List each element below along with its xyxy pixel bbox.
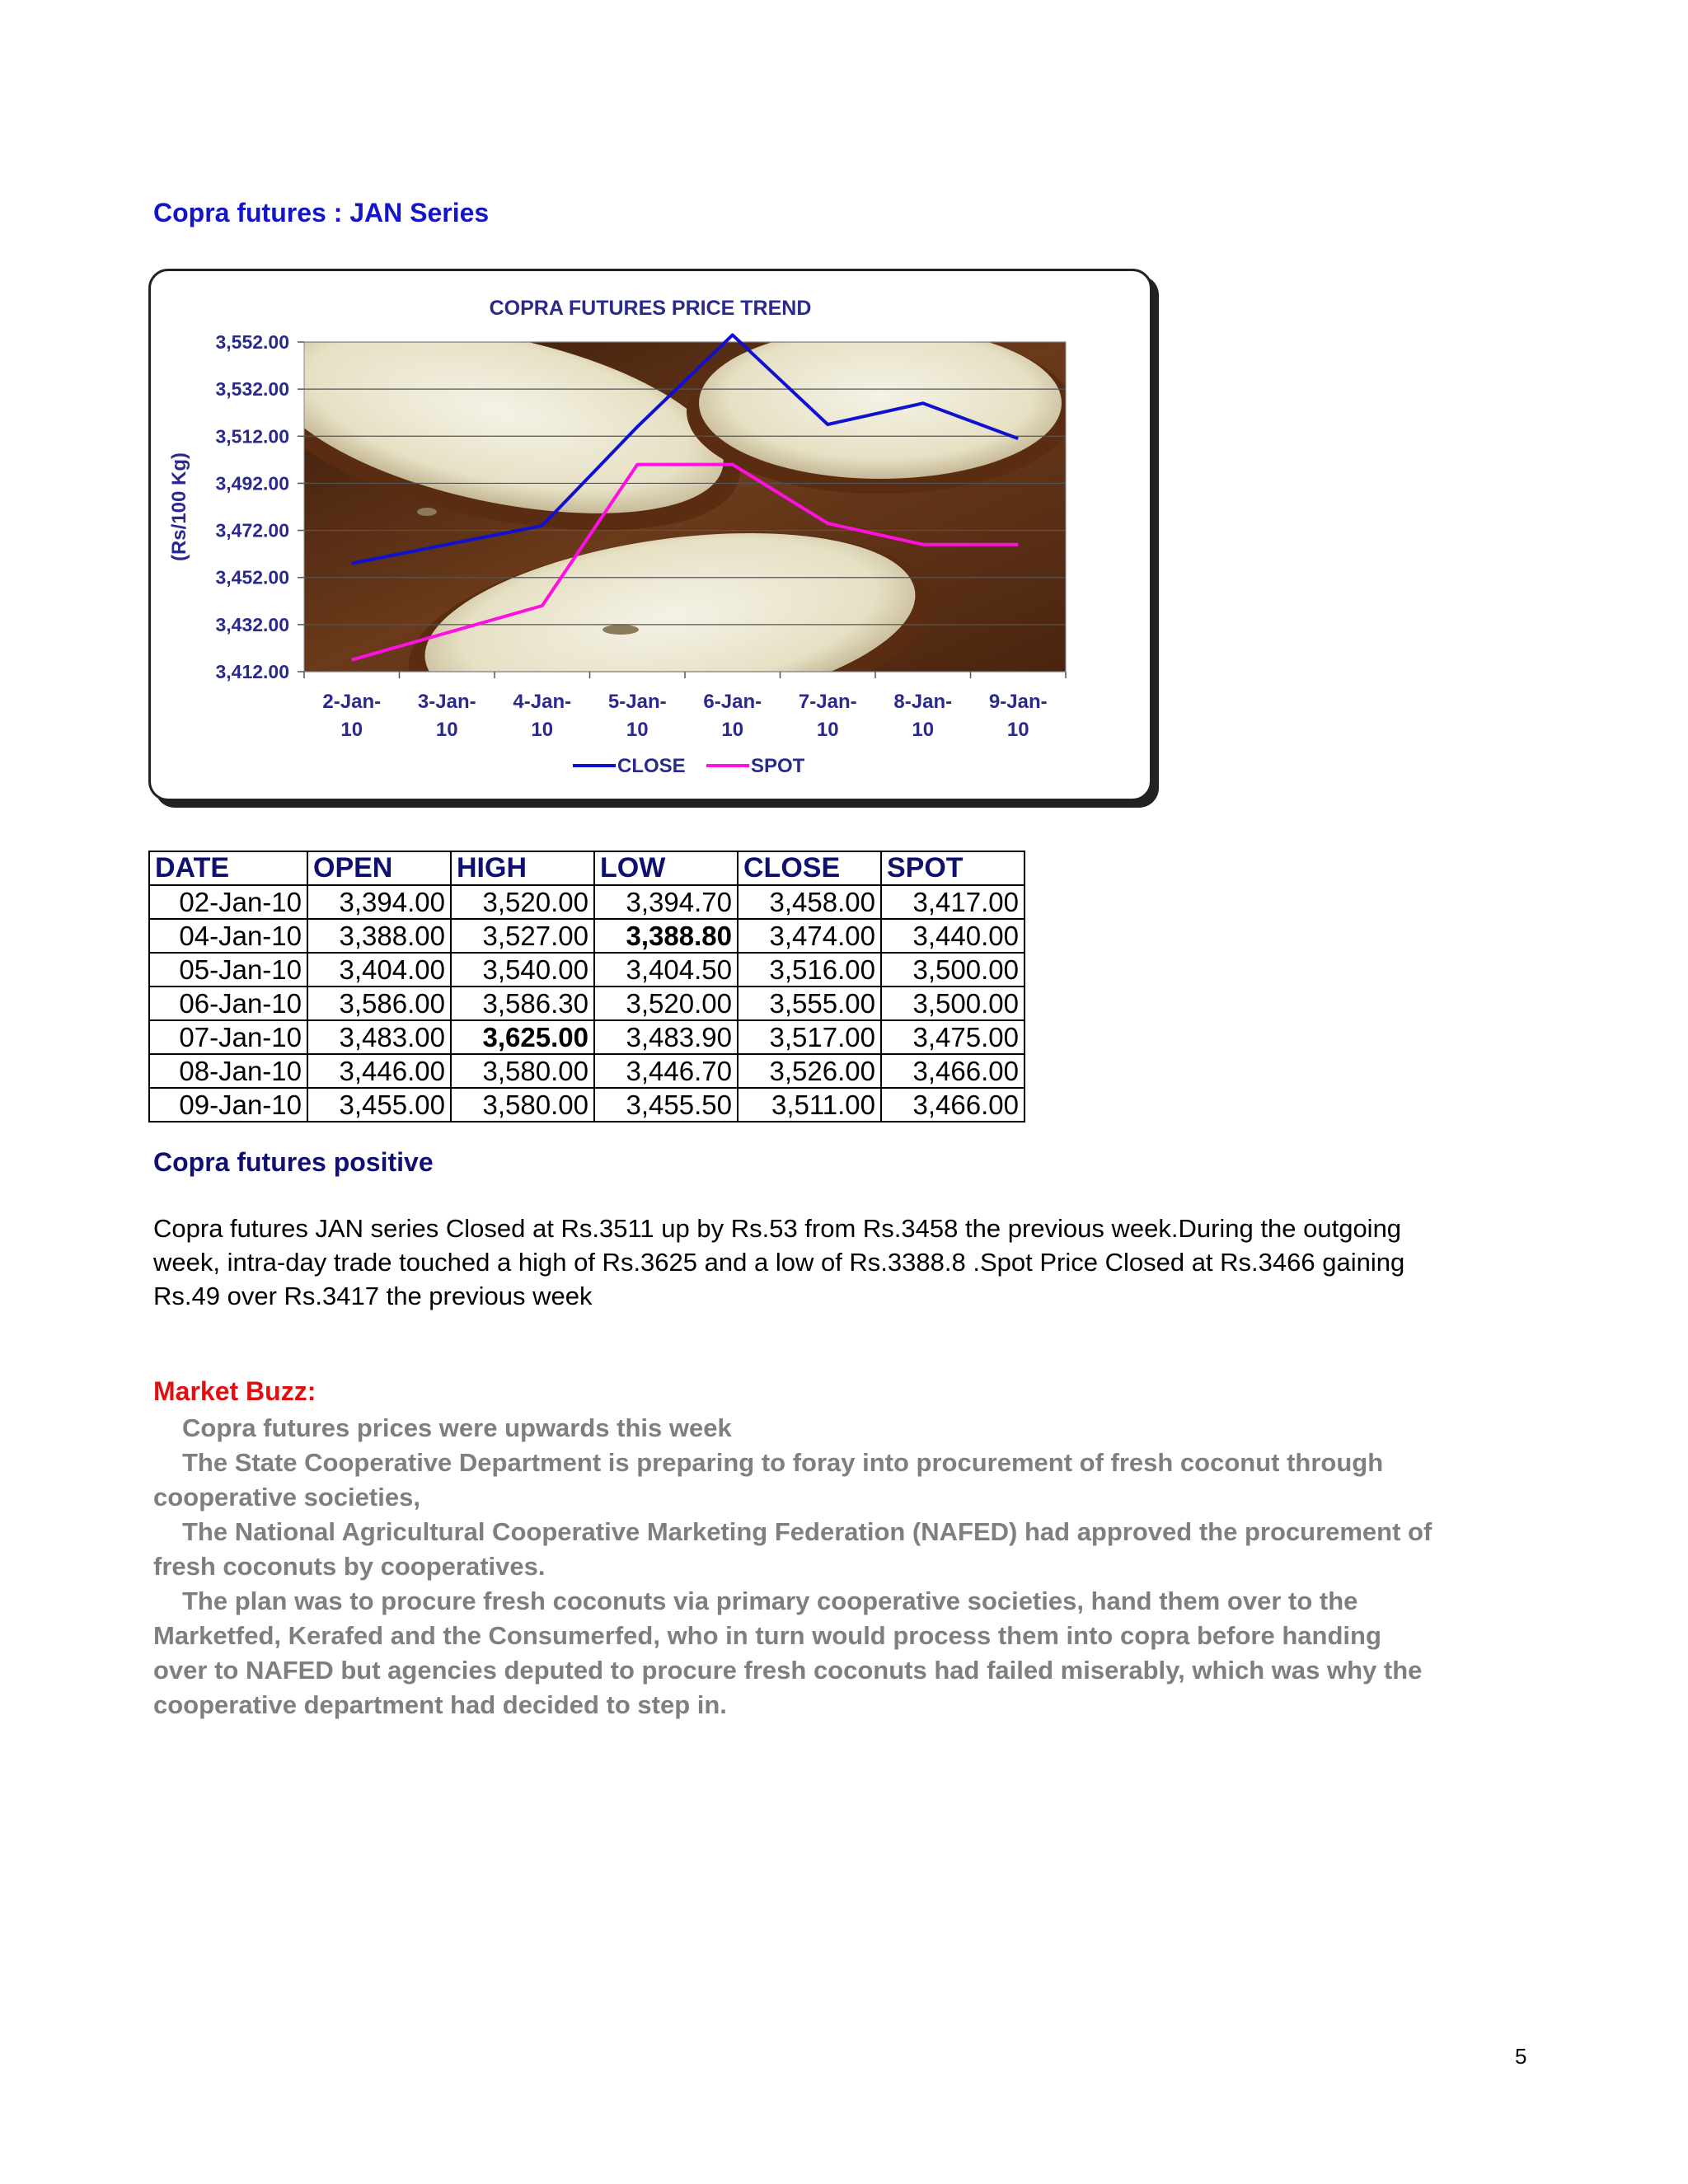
cell-spot: 3,500.00 (881, 987, 1025, 1020)
cell-high: 3,580.00 (451, 1088, 594, 1122)
cell-high: 3,540.00 (451, 953, 594, 987)
header-close: CLOSE (738, 851, 881, 885)
cell-close: 3,511.00 (738, 1088, 881, 1122)
header-date: DATE (149, 851, 307, 885)
x-tick-label: 7-Jan-10 (798, 691, 857, 741)
cell-high: 3,520.00 (451, 885, 594, 919)
cell-low: 3,394.70 (594, 885, 738, 919)
cell-spot: 3,500.00 (881, 953, 1025, 987)
cell-open: 3,446.00 (307, 1054, 451, 1088)
cell-open: 3,404.00 (307, 953, 451, 987)
cell-spot: 3,466.00 (881, 1088, 1025, 1122)
header-spot: SPOT (881, 851, 1025, 885)
cell-low: 3,404.50 (594, 953, 738, 987)
cell-date: 02-Jan-10 (149, 885, 307, 919)
header-low: LOW (594, 851, 738, 885)
table-header-row (149, 851, 1025, 885)
buzz-paragraph: The State Cooperative Department is preparing to foray into procurement of fresh coconut through cooperative societies, (153, 1448, 1384, 1511)
x-axis-ticks (304, 672, 1066, 741)
header-open: OPEN (307, 851, 451, 885)
section-title: Copra futures : JAN Series (153, 198, 490, 227)
price-table (148, 851, 1025, 1122)
cell-close: 3,526.00 (738, 1054, 881, 1088)
x-tick-label: 9-Jan-10 (988, 691, 1048, 741)
chart-title: COPRA FUTURES PRICE TREND (489, 297, 812, 320)
summary-paragraph: Copra futures JAN series Closed at Rs.3511 up by Rs.53 from Rs.3458 the previous week.During the outgoing week, intra-day trade touched a high of Rs.3625 and a low of Rs.3388.8 .Spot Price Closed at Rs.3466 gaining Rs.49 over Rs.3417 the previous week (153, 1214, 1405, 1310)
cell-high: 3,527.00 (451, 919, 594, 953)
x-tick-label: 3-Jan-10 (417, 691, 476, 741)
cell-open: 3,388.00 (307, 919, 451, 953)
market-buzz-heading: Market Buzz: (153, 1376, 316, 1406)
cell-low: 3,520.00 (594, 987, 738, 1020)
header-high: HIGH (451, 851, 594, 885)
cell-spot: 3,466.00 (881, 1054, 1025, 1088)
price-trend-chart (148, 269, 1152, 801)
table-row (149, 919, 1025, 953)
x-tick-label: 6-Jan-10 (703, 691, 762, 741)
chart-svg (151, 271, 1150, 799)
cell-low-weekly-low: 3,388.80 (594, 919, 738, 953)
cell-low: 3,446.70 (594, 1054, 738, 1088)
y-axis-ticks (215, 331, 304, 682)
cell-close: 3,516.00 (738, 953, 881, 987)
y-tick-label: 3,532.00 (215, 378, 289, 401)
x-tick-label: 5-Jan-10 (607, 691, 667, 741)
y-tick-label: 3,412.00 (215, 661, 289, 682)
cell-close: 3,458.00 (738, 885, 881, 919)
x-tick-label: 4-Jan-10 (513, 691, 572, 741)
legend-label: CLOSE (617, 755, 686, 777)
cell-low: 3,483.90 (594, 1020, 738, 1054)
cell-high: 3,586.30 (451, 987, 594, 1020)
cell-open: 3,586.00 (307, 987, 451, 1020)
cell-spot: 3,440.00 (881, 919, 1025, 953)
buzz-paragraph: The National Agricultural Cooperative Marketing Federation (NAFED) had approved the procurement of fresh coconuts by cooperatives. (153, 1517, 1432, 1581)
buzz-paragraph: The plan was to procure fresh coconuts via primary cooperative societies, hand them over to the Marketfed, Kerafed and the Consumerfed, who in turn would process them into copra before handing over to NAFED but agencies deputed to procure fresh coconuts had failed miserably, which was why the cooperative department had decided to step in. (153, 1586, 1423, 1719)
y-tick-label: 3,452.00 (215, 566, 289, 588)
cell-open: 3,455.00 (307, 1088, 451, 1122)
y-tick-label: 3,552.00 (215, 331, 289, 353)
cell-date: 06-Jan-10 (149, 987, 307, 1020)
cell-open: 3,394.00 (307, 885, 451, 919)
table-row (149, 987, 1025, 1020)
cell-date: 08-Jan-10 (149, 1054, 307, 1088)
cell-date: 05-Jan-10 (149, 953, 307, 987)
y-tick-label: 3,472.00 (215, 519, 289, 541)
page-number: 5 (1515, 2044, 1527, 2069)
cell-high-weekly-high: 3,625.00 (451, 1020, 594, 1054)
y-axis-label: (Rs/100 Kg) (168, 452, 190, 562)
cell-date: 09-Jan-10 (149, 1088, 307, 1122)
cell-close: 3,555.00 (738, 987, 881, 1020)
table-row (149, 1020, 1025, 1054)
y-tick-label: 3,432.00 (215, 613, 289, 635)
cell-spot: 3,475.00 (881, 1020, 1025, 1054)
cell-close: 3,517.00 (738, 1020, 881, 1054)
market-buzz-body (153, 1411, 1439, 1722)
cell-date: 07-Jan-10 (149, 1020, 307, 1054)
cell-close: 3,474.00 (738, 919, 881, 953)
x-tick-label: 2-Jan-10 (322, 691, 382, 741)
y-tick-label: 3,512.00 (215, 425, 289, 448)
y-tick-label: 3,492.00 (215, 472, 289, 494)
table-row (149, 1088, 1025, 1122)
table-row (149, 953, 1025, 987)
cell-open: 3,483.00 (307, 1020, 451, 1054)
buzz-paragraph: Copra futures prices were upwards this week (182, 1413, 732, 1442)
cell-spot: 3,417.00 (881, 885, 1025, 919)
x-tick-label: 8-Jan-10 (893, 691, 953, 741)
table-row (149, 1054, 1025, 1088)
cell-low: 3,455.50 (594, 1088, 738, 1122)
legend-label: SPOT (751, 755, 805, 777)
cell-high: 3,580.00 (451, 1054, 594, 1088)
cell-date: 04-Jan-10 (149, 919, 307, 953)
positive-heading: Copra futures positive (153, 1147, 434, 1177)
table-row (149, 885, 1025, 919)
chart-legend (573, 755, 805, 777)
